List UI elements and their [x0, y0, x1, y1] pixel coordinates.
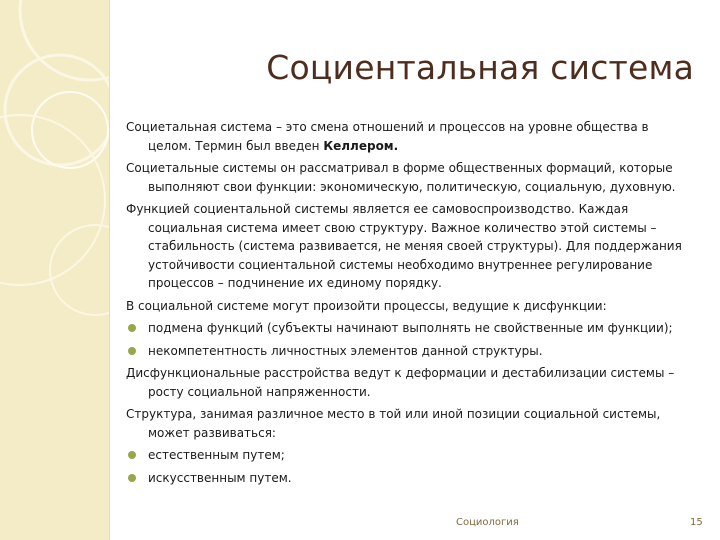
- decorative-side-panel: [0, 0, 110, 540]
- bullet-icon: [128, 451, 136, 459]
- paragraph-dysfunction-intro: В социальной системе могут произойти процессы, ведущие к дисфункции:: [126, 298, 607, 313]
- bullet-icon: [128, 324, 136, 332]
- list-item: [126, 342, 692, 361]
- list-item: [126, 319, 692, 338]
- paragraph-formations: Социетальные системы он рассматривал в форме общественных формаций, которые выполняют свои функции: экономическую, политическую, социальную, духовную.: [126, 161, 676, 194]
- list-item: [126, 469, 692, 488]
- list-item-text: искусственным путем.: [148, 470, 292, 485]
- slide-content: [126, 118, 692, 491]
- paragraph-structure: Структура, занимая различное место в той или иной позиции социальной системы, может развиваться:: [126, 407, 661, 440]
- bullet-icon: [128, 474, 136, 482]
- paragraph-function: Функцией социентальной системы является ее самовоспроизводство. Каждая социальная система имеет свою структуру. Важное количество этой системы – стабильность (система развивается, не меняя своей структуры). Для поддержания устойчивости социентальной системы необходимо внутреннее регулирование процессов – подчинение их единому порядку.: [126, 202, 682, 290]
- keller-name: Келлером.: [323, 138, 399, 153]
- list-item-text: подмена функций (субъекты начинают выполнять не свойственные им функции);: [148, 321, 673, 335]
- slide-title: Социентальная система: [266, 48, 694, 87]
- bullet-icon: [128, 347, 136, 355]
- paragraph-definition-text: Социетальная система – это смена отношений и процессов на уровне общества в целом. Термин был введен: [126, 120, 649, 153]
- footer-subject: Социология: [456, 517, 519, 528]
- list-item-text: естественным путем;: [148, 448, 285, 462]
- page-number: 15: [690, 517, 703, 528]
- decorative-circles: [0, 0, 109, 540]
- paragraph-definition: [126, 118, 692, 155]
- list-item-text: некомпетентность личностных элементов данной структуры.: [148, 343, 543, 358]
- paragraph-disorders: Дисфункциональные расстройства ведут к деформации и дестабилизации системы – росту социальной напряженности.: [126, 366, 675, 399]
- list-item: [126, 446, 692, 465]
